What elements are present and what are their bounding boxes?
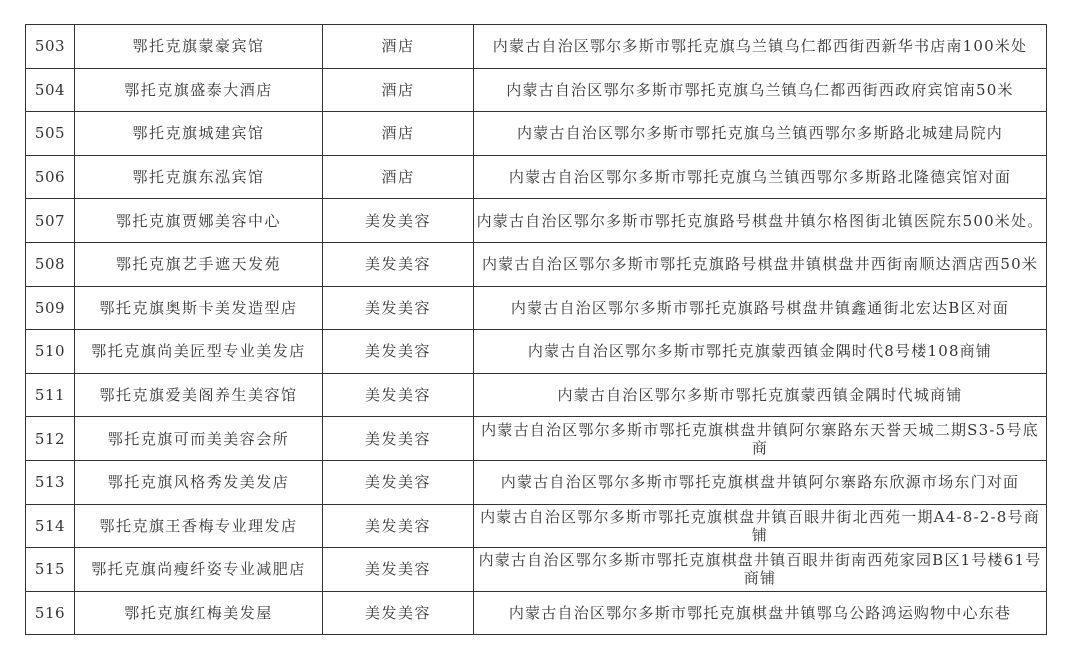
business-address: 内蒙古自治区鄂尔多斯市鄂托克旗路号棋盘井镇棋盘井西街南顺达酒店西50米 xyxy=(474,242,1047,286)
business-address: 内蒙古自治区鄂尔多斯市鄂托克旗乌兰镇西鄂尔多斯路北城建局院内 xyxy=(474,112,1047,156)
business-address: 内蒙古自治区鄂尔多斯市鄂托克旗乌兰镇乌仁都西街西政府宾馆南50米 xyxy=(474,68,1047,112)
business-name: 鄂托克旗红梅美发屋 xyxy=(75,591,323,635)
business-type: 酒店 xyxy=(323,68,474,112)
table-row xyxy=(26,25,1047,69)
business-type: 美发美容 xyxy=(323,504,474,548)
table-body xyxy=(26,25,1047,635)
business-address: 内蒙古自治区鄂尔多斯市鄂托克旗棋盘井镇百眼井街北西苑一期A4-8-2-8号商铺 xyxy=(474,504,1047,548)
business-address: 内蒙古自治区鄂尔多斯市鄂托克旗乌兰镇乌仁都西街西新华书店南100米处 xyxy=(474,25,1047,69)
table-row xyxy=(26,591,1047,635)
business-name: 鄂托克旗贾娜美容中心 xyxy=(75,199,323,243)
business-name: 鄂托克旗王香梅专业理发店 xyxy=(75,504,323,548)
table-row xyxy=(26,68,1047,112)
business-type: 美发美容 xyxy=(323,460,474,504)
business-type: 美发美容 xyxy=(323,286,474,330)
business-address: 内蒙古自治区鄂尔多斯市鄂托克旗棋盘井镇阿尔寨路东欣源市场东门对面 xyxy=(474,460,1047,504)
business-type: 美发美容 xyxy=(323,591,474,635)
row-number: 513 xyxy=(26,460,75,504)
business-type: 美发美容 xyxy=(323,373,474,417)
business-table xyxy=(25,24,1047,635)
table-row xyxy=(26,548,1047,592)
business-name: 鄂托克旗可而美美容会所 xyxy=(75,417,323,461)
business-name: 鄂托克旗城建宾馆 xyxy=(75,112,323,156)
business-name: 鄂托克旗艺手遮天发苑 xyxy=(75,242,323,286)
row-number: 505 xyxy=(26,112,75,156)
table-row xyxy=(26,460,1047,504)
business-type: 美发美容 xyxy=(323,199,474,243)
business-type: 酒店 xyxy=(323,25,474,69)
business-name: 鄂托克旗尚美匠型专业美发店 xyxy=(75,330,323,374)
business-address: 内蒙古自治区鄂尔多斯市鄂托克旗路号棋盘井镇鑫通街北宏达B区对面 xyxy=(474,286,1047,330)
row-number: 507 xyxy=(26,199,75,243)
business-name: 鄂托克旗风格秀发美发店 xyxy=(75,460,323,504)
business-address: 内蒙古自治区鄂尔多斯市鄂托克旗蒙西镇金隅时代8号楼108商铺 xyxy=(474,330,1047,374)
business-address: 内蒙古自治区鄂尔多斯市鄂托克旗棋盘井镇阿尔寨路东天誉天城二期S3-5号底商 xyxy=(474,417,1047,461)
table-row xyxy=(26,242,1047,286)
row-number: 516 xyxy=(26,591,75,635)
business-name: 鄂托克旗爱美阁养生美容馆 xyxy=(75,373,323,417)
row-number: 504 xyxy=(26,68,75,112)
row-number: 506 xyxy=(26,155,75,199)
table-row xyxy=(26,286,1047,330)
table-row xyxy=(26,199,1047,243)
business-name: 鄂托克旗盛泰大酒店 xyxy=(75,68,323,112)
business-type: 酒店 xyxy=(323,155,474,199)
business-type: 美发美容 xyxy=(323,330,474,374)
table-row xyxy=(26,373,1047,417)
row-number: 515 xyxy=(26,548,75,592)
business-address: 内蒙古自治区鄂尔多斯市鄂托克旗乌兰镇西鄂尔多斯路北隆德宾馆对面 xyxy=(474,155,1047,199)
row-number: 512 xyxy=(26,417,75,461)
business-address: 内蒙古自治区鄂尔多斯市鄂托克旗棋盘井镇鄂乌公路鸿运购物中心东巷 xyxy=(474,591,1047,635)
business-type: 酒店 xyxy=(323,112,474,156)
table-row xyxy=(26,155,1047,199)
business-type: 美发美容 xyxy=(323,417,474,461)
business-type: 美发美容 xyxy=(323,242,474,286)
business-address: 内蒙古自治区鄂尔多斯市鄂托克旗棋盘井镇百眼井街南西苑家园B区1号楼61号商铺 xyxy=(474,548,1047,592)
row-number: 511 xyxy=(26,373,75,417)
business-address: 内蒙古自治区鄂尔多斯市鄂托克旗蒙西镇金隅时代城商铺 xyxy=(474,373,1047,417)
row-number: 514 xyxy=(26,504,75,548)
table-row xyxy=(26,417,1047,461)
row-number: 509 xyxy=(26,286,75,330)
table-row xyxy=(26,330,1047,374)
business-list-document xyxy=(25,24,1047,635)
business-name: 鄂托克旗蒙豪宾馆 xyxy=(75,25,323,69)
business-name: 鄂托克旗尚瘦纤姿专业减肥店 xyxy=(75,548,323,592)
business-address: 内蒙古自治区鄂尔多斯市鄂托克旗路号棋盘井镇尔格图街北镇医院东500米处。 xyxy=(474,199,1047,243)
row-number: 503 xyxy=(26,25,75,69)
row-number: 510 xyxy=(26,330,75,374)
row-number: 508 xyxy=(26,242,75,286)
business-name: 鄂托克旗奥斯卡美发造型店 xyxy=(75,286,323,330)
business-name: 鄂托克旗东泓宾馆 xyxy=(75,155,323,199)
business-type: 美发美容 xyxy=(323,548,474,592)
table-row xyxy=(26,112,1047,156)
table-row xyxy=(26,504,1047,548)
